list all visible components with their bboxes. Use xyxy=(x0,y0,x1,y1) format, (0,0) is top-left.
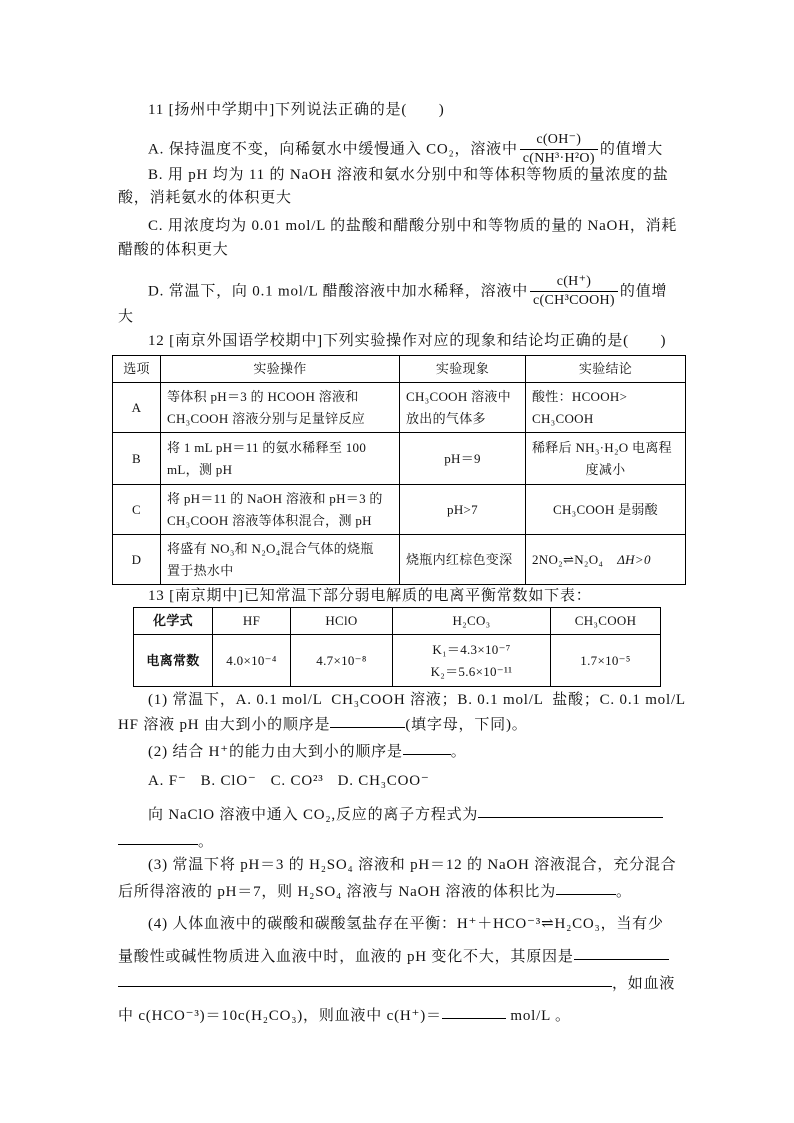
table-row xyxy=(113,535,686,585)
cell-line: 等体积 pH＝3 的 HCOOH 溶液和 xyxy=(167,388,359,404)
q13-part2-prompt xyxy=(148,740,467,762)
q13-part2-tail: 。 xyxy=(450,744,467,760)
q13-stem xyxy=(148,586,592,606)
q11-option-d-tail: 的值增 xyxy=(619,283,668,300)
q11-option-c-line2 xyxy=(118,240,229,260)
q13-part1-tail: (填字母，下同)。 xyxy=(405,717,528,733)
q11-option-a-text: A. 保持温度不变，向稀氨水中缓慢通入 CO₂，溶液中 xyxy=(148,141,518,158)
q13-part2-equation-line1 xyxy=(148,803,663,825)
cell-line: pH＝9 xyxy=(444,450,481,466)
cell-line: CH₃COOH 溶液分别与足量锌反应 xyxy=(167,410,366,426)
q11-stem xyxy=(148,100,445,120)
q11-option-a-tail: 的值增大 xyxy=(599,141,664,158)
answer-blank xyxy=(118,972,612,987)
q11-option-c-text: C. 用浓度均为 0.01 mol/L 的盐酸和醋酸分别中和等物质的量的 NaOH，消耗 xyxy=(148,218,678,234)
q13-part3-line2 xyxy=(118,880,632,902)
cell-line: 酸性：HCOOH> xyxy=(532,388,628,404)
q13-part4-line2 xyxy=(118,945,669,967)
q11-option-d-continuation: 大 xyxy=(118,309,134,325)
header-option: 选项 xyxy=(113,356,161,383)
q13-part4-text: 中 c(HCO⁻³)＝10c(H₂CO₃)，则血液中 c(H⁺)＝ xyxy=(118,1008,442,1024)
constant-cell xyxy=(393,635,551,687)
q11-option-b-text: 酸，消耗氨水的体积更大 xyxy=(118,190,292,206)
q11-option-c-text: 醋酸的体积更大 xyxy=(118,242,229,258)
header-phenomenon: 实验现象 xyxy=(400,356,526,383)
q13-part4-line4 xyxy=(118,1004,571,1026)
phenomenon-cell xyxy=(400,535,526,585)
header-operation: 实验操作 xyxy=(161,356,400,383)
answer-blank xyxy=(478,803,663,818)
table-row xyxy=(113,383,686,433)
q11-option-a-fraction xyxy=(520,132,598,167)
cell-line: pH>7 xyxy=(447,501,478,517)
q13-stem-text: 13 [南京期中]已知常温下部分弱电解质的电离平衡常数如下表： xyxy=(148,588,592,604)
q11-option-d xyxy=(148,274,667,309)
q13-part3-text: (3) 常温下将 pH＝3 的 H₂SO₄ 溶液和 pH＝12 的 NaOH 溶液混合，充分混合 xyxy=(148,857,677,873)
cell-line: mL，测 pH xyxy=(167,461,233,477)
formula-cell: HClO xyxy=(291,608,393,635)
q13-part2-equation-end: 。 xyxy=(198,834,214,850)
q11-option-c-line1 xyxy=(148,216,677,236)
option-cell: C xyxy=(113,485,161,535)
cell-line: CH₃COOH 溶液等体积混合，测 pH xyxy=(167,512,372,528)
q13-part4-tail: mol/L 。 xyxy=(505,1008,571,1024)
q11-option-d-fraction xyxy=(530,274,618,309)
cell-line: 烧瓶内红棕色变深 xyxy=(406,551,513,567)
q13-part1-text: (1) 常温下，A. 0.1 mol/L CH₃COOH 溶液；B. 0.1 mol/L 盐酸；C. 0.1 mol/L xyxy=(148,692,686,708)
fraction-denominator: c(NH³·H²O) xyxy=(520,149,598,167)
row-label-constant: 电离常数 xyxy=(134,635,213,687)
table-row xyxy=(113,485,686,535)
q11-option-d-line2 xyxy=(118,307,134,327)
operation-cell xyxy=(161,485,400,535)
q13-part2-equation-line2 xyxy=(118,830,214,852)
cell-line: CH₃COOH 是弱酸 xyxy=(553,501,658,517)
answer-blank xyxy=(442,1004,506,1019)
formula-cell: H₂CO₃ xyxy=(393,608,551,635)
choice-c: C. CO²³ xyxy=(270,773,324,789)
q13-part2-choices xyxy=(148,771,444,791)
q13-part3-text: 后所得溶液的 pH＝7，则 H₂SO₄ 溶液与 NaOH 溶液的体积比为 xyxy=(118,884,557,900)
conclusion-cell xyxy=(526,383,686,433)
q12-stem-text: 12 [南京外国语学校期中]下列实验操作对应的现象和结论均正确的是( ) xyxy=(148,333,667,349)
experiment-table xyxy=(112,355,686,585)
answer-blank xyxy=(574,945,669,960)
q13-part3-tail: 。 xyxy=(616,884,632,900)
fraction-denominator: c(CH³COOH) xyxy=(530,291,618,309)
constant-cell: 4.0×10⁻⁴ xyxy=(213,635,291,687)
q11-option-b-line1 xyxy=(148,165,669,185)
conclusion-cell xyxy=(526,535,686,585)
operation-cell xyxy=(161,535,400,585)
operation-cell xyxy=(161,383,400,433)
conclusion-cell xyxy=(526,433,686,485)
q13-part1-line2 xyxy=(118,713,528,735)
option-cell: D xyxy=(113,535,161,585)
q11-option-b-text: B. 用 pH 均为 11 的 NaOH 溶液和氨水分别中和等体积等物质的量浓度的盐 xyxy=(148,167,669,183)
cell-line: 将盛有 NO₃和 N₂O₄混合气体的烧瓶 xyxy=(167,540,374,556)
q13-part4-text: ，如血液 xyxy=(612,976,676,992)
choice-a: A. F⁻ xyxy=(148,773,187,789)
cell-line: CH₃COOH xyxy=(532,410,594,426)
cell-line: 置于热水中 xyxy=(167,562,234,578)
q11-option-d-text: D. 常温下，向 0.1 mol/L 醋酸溶液中加水稀释，溶液中 xyxy=(148,283,529,300)
cell-line: 度减小 xyxy=(585,461,626,477)
option-cell: B xyxy=(113,433,161,485)
q13-part1-line1 xyxy=(148,690,686,710)
fraction-numerator: c(H⁺) xyxy=(556,274,592,289)
answer-blank xyxy=(118,830,198,845)
phenomenon-cell xyxy=(400,433,526,485)
cell-line: 将 1 mL pH＝11 的氨水稀释至 100 xyxy=(167,439,367,455)
formula-cell: HF xyxy=(213,608,291,635)
q13-part2-equation-prompt: 向 NaClO 溶液中通入 CO₂,反应的离子方程式为 xyxy=(148,807,479,823)
q11-stem-text: 11 [扬州中学期中]下列说法正确的是( ) xyxy=(148,102,445,118)
formula-row xyxy=(134,608,661,635)
formula-cell: CH₃COOH xyxy=(551,608,661,635)
constant-cell: 4.7×10⁻⁸ xyxy=(291,635,393,687)
header-conclusion: 实验结论 xyxy=(526,356,686,383)
q13-part3-line1 xyxy=(148,855,676,875)
constant-cell: 1.7×10⁻⁵ xyxy=(551,635,661,687)
operation-cell xyxy=(161,433,400,485)
table-row xyxy=(113,433,686,485)
cell-line: 将 pH＝11 的 NaOH 溶液和 pH＝3 的 xyxy=(167,490,383,506)
phenomenon-cell xyxy=(400,485,526,535)
row-label-formula: 化学式 xyxy=(134,608,213,635)
phenomenon-cell xyxy=(400,383,526,433)
constant-row xyxy=(134,635,661,687)
answer-blank xyxy=(330,713,405,728)
ionization-constant-table xyxy=(133,607,661,687)
q13-part4-text: 量酸性或碱性物质进入血液中时，血液的 pH 变化不大，其原因是 xyxy=(118,949,574,965)
q12-stem xyxy=(148,331,666,351)
k1-value: K₁＝4.3×10⁻⁷ xyxy=(432,641,511,657)
option-cell: A xyxy=(113,383,161,433)
enthalpy-change: ΔH>0 xyxy=(617,551,651,567)
q13-part2-text: (2) 结合 H⁺的能力由大到小的顺序是 xyxy=(148,744,403,760)
k2-value: K₂＝5.6×10⁻¹¹ xyxy=(430,663,513,679)
table-header-row xyxy=(113,356,686,383)
answer-blank xyxy=(556,880,616,895)
fraction-numerator: c(OH⁻) xyxy=(536,132,582,147)
q13-part1-text: HF 溶液 pH 由大到小的顺序是 xyxy=(118,717,331,733)
choice-d: D. CH₃COO⁻ xyxy=(337,773,430,789)
conclusion-cell xyxy=(526,485,686,535)
q11-option-b-line2 xyxy=(118,188,292,208)
q13-part4-line3 xyxy=(118,972,675,994)
q13-part4-line1 xyxy=(148,914,664,934)
choice-b: B. ClO⁻ xyxy=(200,773,257,789)
q13-part4-text: (4) 人体血液中的碳酸和碳酸氢盐存在平衡：H⁺＋HCO⁻³⇌H₂CO₃，当有少 xyxy=(148,916,664,932)
cell-line: 放出的气体多 xyxy=(406,410,486,426)
cell-line: CH₃COOH 溶液中 xyxy=(406,388,511,404)
answer-blank xyxy=(403,740,451,755)
reaction-equation: 2NO₂⇌N₂O₄ xyxy=(532,551,604,567)
cell-line: 稀释后 NH₃·H₂O 电离程 xyxy=(532,439,672,455)
q11-option-a xyxy=(148,132,663,167)
